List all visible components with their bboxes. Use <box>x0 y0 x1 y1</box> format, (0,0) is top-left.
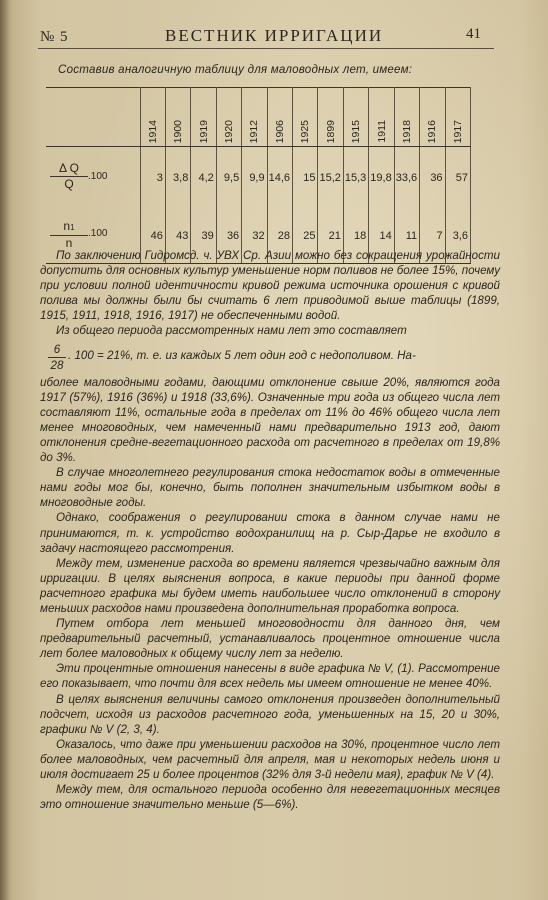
year-header <box>369 88 394 147</box>
multiplier: .100 <box>88 228 108 239</box>
year-label: 1911 <box>375 120 388 143</box>
year-label: 1919 <box>197 119 210 143</box>
page-number: 41 <box>466 26 481 42</box>
year-label: 1920 <box>222 119 235 143</box>
years-share-value: 43 <box>165 209 190 264</box>
paragraph: Из общего периода рассмотренных нами лет это составляет <box>56 324 407 338</box>
deviation-value: 3 <box>140 147 165 210</box>
paragraph: Оказалось, что даже при уменьшении расходов на 30%, процентное число лет более маловодных, чем расчетный для апреля, мая и некоторых недель июня и июля достигает 25 и более процентов (32% для 3-й недели мая), график № V (4). <box>40 737 500 781</box>
years-share-value: 36 <box>216 209 241 264</box>
paragraph: иболее маловодными годами, дающими отклонение свыше 20%, являются года 1917 (57%), 1916 (36%) и 1918 (33,6%). Означенные три года из общего числа лет составляют 11%, остальные года в пределах от 11% до 46% общего числа лет менее многоводных, чем намеченный нами предварительно 1913 год, дают отклонения средне-вегетационного расхода от расчетного в пределах от 19,8% до 3%. <box>40 375 500 465</box>
deviation-value: 3,8 <box>165 147 190 210</box>
years-share-value: 14 <box>369 209 394 264</box>
deviation-value: 33,6 <box>394 147 419 210</box>
fraction-delta-q: $\frac{\text{Δ Q}}{Q}$ <box>50 161 88 192</box>
year-header <box>318 88 343 147</box>
paragraph: Однако, соображения о регулировании стока в данном случае нами не принимаются, т. к. устройство водохранилищ на р. Сыр-Дарье не входило в задачу настоящего рассмотрения. <box>40 511 500 555</box>
paragraph: По заключению Гидромсд. ч. УВХ Ср. Азии можно без сокращения урожайности допустить для основных культур уменьшение норм поливов не более 15%, почему при условии полной идентичности кривой режима источника орошения с кривой полива мы должны были бы считать 6 лет приводимой выше таблицы (1899, 1915, 1911, 1918, 1916, 1917) не обеспеченными водой. <box>40 249 500 323</box>
low-water-years-table <box>46 87 471 264</box>
years-share-value: 3,6 <box>445 209 470 264</box>
year-header <box>420 88 445 147</box>
deviation-value: 9,9 <box>242 147 267 210</box>
year-label: 1912 <box>248 119 261 143</box>
years-share-value: 25 <box>293 209 318 264</box>
deviation-value: 19,8 <box>369 147 394 210</box>
year-header <box>165 88 190 147</box>
year-header <box>445 88 470 147</box>
table-header-row <box>46 88 471 147</box>
binding-shadow <box>0 0 10 900</box>
row-label-deviation <box>46 147 140 210</box>
fraction-n1-n: $\frac{n1}{n}$ <box>50 219 88 251</box>
paragraph: В случае многолетнего регулирования стока недостаток воды в отмеченные нами годы мог бы, конечно, быть пополнен значительным избытком воды в многоводные годы. <box>40 466 500 510</box>
year-label: 1906 <box>273 119 286 143</box>
issue-number: № 5 <box>40 29 69 45</box>
years-share-value: 32 <box>242 209 267 264</box>
paragraph: Между тем, для остального периода особенно для невегетационных месяцев это отношение значительно меньше (5—6%). <box>40 783 500 812</box>
year-header <box>343 88 368 147</box>
year-label: 1916 <box>426 119 439 143</box>
table-intro: Составив аналогичную таблицу для маловодных лет, имеем: <box>58 63 413 76</box>
year-label: 1899 <box>324 119 337 143</box>
years-share-value: 7 <box>420 209 445 264</box>
deviation-value: 57 <box>445 147 470 210</box>
year-header <box>191 88 216 147</box>
year-label: 1914 <box>146 119 159 143</box>
deviation-value: 15,2 <box>318 147 343 210</box>
year-label: 1918 <box>400 119 413 143</box>
deviation-value: 9,5 <box>216 147 241 210</box>
year-label: 1917 <box>451 119 464 143</box>
year-label: 1925 <box>299 119 312 143</box>
years-share-value: 18 <box>343 209 368 264</box>
year-header <box>216 88 241 147</box>
multiplier: .100 <box>88 171 108 182</box>
deviation-value: 4,2 <box>191 147 216 210</box>
year-header <box>394 88 419 147</box>
years-share-value: 46 <box>140 209 165 264</box>
year-header <box>242 88 267 147</box>
years-share-value: 39 <box>191 209 216 264</box>
paragraph: Путем отбора лет меньшей многоводности для данного дня, чем предварительный расчетный, устанавливалось процентное отношение числа лет более маловодных к общему числу лет за неделю. <box>40 617 500 661</box>
journal-title: ВЕСТНИК ИРРИГАЦИИ <box>165 26 384 45</box>
years-share-value: 11 <box>394 209 419 264</box>
running-header <box>0 26 548 48</box>
year-label: 1915 <box>350 119 363 143</box>
years-share-value: 21 <box>318 209 343 264</box>
fraction-6-28: 6 28 <box>48 342 66 373</box>
year-header <box>267 88 292 147</box>
equation-line: 6 28 . 100 = 21%, т. е. из каждых 5 лет один год с недополивом. На- <box>40 339 500 375</box>
years-share-value: 28 <box>267 209 292 264</box>
paragraph: Между тем, изменение расхода во времени является чрезвычайно важным для ирригации. В целях выяснения вопроса, в какие периоды при данной форме расчетного графика мы будем иметь наибольшее число отклонений в сторону меньших расходов нами произведена дополнительная проработка вопроса. <box>40 556 500 615</box>
table-corner-cell <box>46 88 140 147</box>
paragraph: В целях выяснения величины самого отклонения произведен дополнительный подсчет, исходя из расходов расчетного года, уменьшенных на 15, 20 и 30%, графики № V (2, 3, 4). <box>40 692 500 736</box>
year-header <box>140 88 165 147</box>
table-row-deviation <box>46 147 471 210</box>
year-header <box>293 88 318 147</box>
deviation-value: 14,6 <box>267 147 292 210</box>
year-label: 1900 <box>172 119 185 143</box>
paragraph: Эти процентные отношения нанесены в виде графика № V, (1). Рассмотрение его показывает, что почти для всех недель мы имеем отношение не менее 40%. <box>40 662 500 691</box>
deviation-value: 15,3 <box>343 147 368 210</box>
deviation-value: 36 <box>420 147 445 210</box>
deviation-value: 15 <box>293 147 318 210</box>
article-body <box>40 248 500 812</box>
header-rule <box>38 48 494 49</box>
